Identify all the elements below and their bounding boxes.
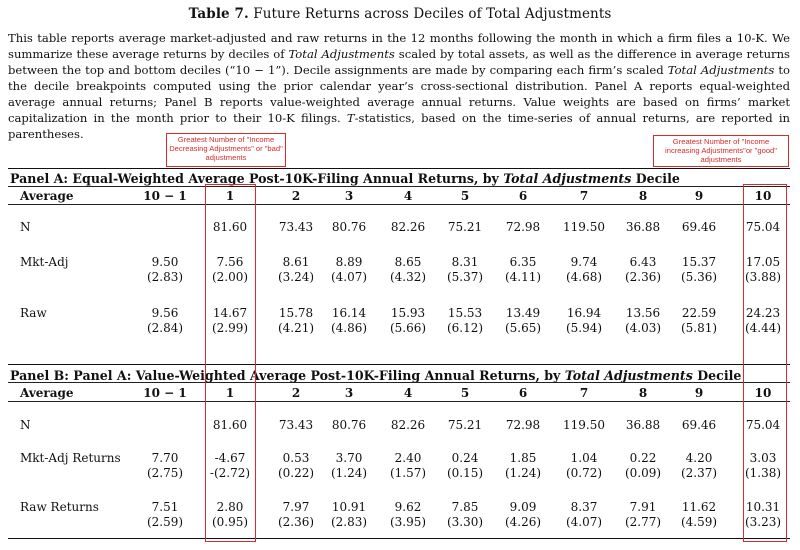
panel-title-text: Panel B: Panel A: Value-Weighted Average Post-10K-Filing Annual Returns, by: [10, 368, 565, 383]
table-cell: 7.70: [151, 451, 179, 465]
table-label: Table 7.: [188, 6, 249, 22]
table-cell: 0.22: [629, 451, 657, 465]
tstat-cell: (2.00): [211, 270, 249, 284]
caption-part: to the decile breakpoints computed using the prior calendar year’s cross-sectional distribution. Panel A reports equal-weighted average annual returns; Panel B reports value-weighted average annual returns. Value weights are based on firms’ market capitalization in the month prior to their 10-K filings.: [8, 63, 790, 125]
panel-title-text: Decile: [631, 171, 680, 186]
caption-part: scaled by total assets, as well as the difference in average returns between the top and bottom deciles (“10 − 1”). Decile assignments are made by comparing each firm’s scaled: [8, 47, 790, 77]
table-cell: 4.20: [685, 451, 713, 465]
tstat-cell: (5.66): [389, 321, 427, 335]
tstat-cell: (0.09): [624, 466, 662, 480]
table-rule: [8, 401, 790, 402]
table-cell: 15.37: [681, 255, 717, 269]
column-header: 7: [579, 386, 589, 400]
column-header: 3: [344, 189, 354, 203]
table-cell: 72.98: [505, 220, 541, 234]
tstat-cell: (5.36): [680, 270, 718, 284]
tstat-cell: (3.24): [277, 270, 315, 284]
callout-bad-adjustments: Greatest Number of "Income Decreasing Adjustments" or "bad" adjustments: [166, 133, 286, 167]
tstat-cell: (2.59): [146, 515, 184, 529]
highlight-decile-1: [205, 184, 256, 542]
tstat-cell: (3.95): [389, 515, 427, 529]
tstat-cell: (1.57): [389, 466, 427, 480]
column-header: 7: [579, 189, 589, 203]
table-cell: 15.78: [278, 306, 314, 320]
table-cell: 119.50: [563, 418, 605, 432]
column-header: 8: [638, 386, 648, 400]
table-cell: 13.56: [625, 306, 661, 320]
row-label: Mkt-Adj: [20, 255, 69, 269]
table-cell: 8.61: [282, 255, 310, 269]
tstat-cell: (4.32): [389, 270, 427, 284]
column-header: 6: [518, 386, 528, 400]
table-cell: 0.24: [451, 451, 479, 465]
table-cell: 73.43: [278, 418, 314, 432]
tstat-cell: (5.65): [504, 321, 542, 335]
table-cell: 3.70: [335, 451, 363, 465]
table-title-text: Future Returns across Deciles of Total Adjustments: [253, 6, 612, 22]
column-header: 5: [460, 386, 470, 400]
column-header: 10: [754, 189, 772, 203]
tstat-cell: (2.83): [330, 515, 368, 529]
table-cell: 81.60: [212, 220, 248, 234]
tstat-cell: (2.99): [211, 321, 249, 335]
table-cell: 8.31: [451, 255, 479, 269]
tstat-cell: (4.59): [680, 515, 718, 529]
tstat-cell: (1.24): [330, 466, 368, 480]
column-header: 6: [518, 189, 528, 203]
table-cell: 6.43: [629, 255, 657, 269]
row-label: Raw Returns: [20, 500, 99, 514]
table-cell: 8.65: [394, 255, 422, 269]
table-cell: 69.46: [681, 220, 717, 234]
column-header: 5: [460, 189, 470, 203]
column-header: 1: [225, 386, 235, 400]
table-cell: 8.89: [335, 255, 363, 269]
table-cell: 7.51: [151, 500, 179, 514]
table-cell: 2.40: [394, 451, 422, 465]
tstat-cell: (0.72): [565, 466, 603, 480]
table-caption: [8, 30, 790, 142]
table-rule: [8, 204, 790, 205]
callout-good-adjustments: Greatest Number of "Income increasing Adjustments"or "good" adjustments: [653, 135, 789, 167]
tstat-cell: (2.84): [146, 321, 184, 335]
table-cell: 36.88: [625, 220, 661, 234]
tstat-cell: (4.03): [624, 321, 662, 335]
table-cell: 75.04: [745, 220, 781, 234]
table-cell: 80.76: [331, 418, 367, 432]
tstat-cell: (2.36): [624, 270, 662, 284]
column-header: 9: [694, 189, 704, 203]
table-cell: 15.53: [447, 306, 483, 320]
table-cell: 82.26: [390, 220, 426, 234]
column-header: 4: [403, 386, 413, 400]
table-rule: [8, 382, 790, 383]
tstat-cell: (4.86): [330, 321, 368, 335]
column-header: 8: [638, 189, 648, 203]
table-cell: 9.62: [394, 500, 422, 514]
table-rule: [8, 186, 790, 187]
column-header: 2: [291, 386, 301, 400]
table-cell: 11.62: [681, 500, 717, 514]
tstat-cell: (0.95): [211, 515, 249, 529]
table-cell: 15.93: [390, 306, 426, 320]
table-cell: 7.56: [216, 255, 244, 269]
table-rule: [8, 168, 790, 169]
table-title: [0, 6, 800, 22]
tstat-cell: (5.81): [680, 321, 718, 335]
table-cell: 75.21: [447, 220, 483, 234]
tstat-cell: (3.30): [446, 515, 484, 529]
table-cell: 82.26: [390, 418, 426, 432]
table-cell: 1.04: [570, 451, 598, 465]
highlight-decile-10: [743, 184, 787, 542]
panel-title: [10, 171, 680, 186]
table-cell: 36.88: [625, 418, 661, 432]
table-cell: 7.85: [451, 500, 479, 514]
table-rule: [8, 538, 790, 539]
table-cell: 73.43: [278, 220, 314, 234]
panel-title-italic: Total Adjustments: [564, 368, 693, 383]
tstat-cell: (6.12): [446, 321, 484, 335]
column-header: 10 − 1: [143, 189, 187, 203]
column-header: 10 − 1: [143, 386, 187, 400]
tstat-cell: (2.75): [146, 466, 184, 480]
table-cell: 72.98: [505, 418, 541, 432]
table-cell: 7.91: [629, 500, 657, 514]
table-cell: 10.91: [331, 500, 367, 514]
table-cell: 75.04: [745, 418, 781, 432]
table-cell: 80.76: [331, 220, 367, 234]
tstat-cell: (1.38): [744, 466, 782, 480]
row-label: Mkt-Adj Returns: [20, 451, 121, 465]
caption-part: -statistics, based on the time-series of annual returns, are reported in parentheses.: [8, 111, 790, 141]
tstat-cell: (4.26): [504, 515, 542, 529]
column-header-average: Average: [20, 189, 74, 203]
row-label: N: [20, 418, 31, 432]
tstat-cell: (5.94): [565, 321, 603, 335]
table-cell: 9.56: [151, 306, 179, 320]
table-cell: 3.03: [749, 451, 777, 465]
column-header: 3: [344, 386, 354, 400]
column-header-average: Average: [20, 386, 74, 400]
table-cell: 10.31: [745, 500, 781, 514]
caption-part: This table reports average market-adjusted and raw returns in the 12 months following the month in which a firm files a 10-K. We summarize these average returns by deciles of: [8, 31, 790, 61]
table-cell: 8.37: [570, 500, 598, 514]
panel-title-text: Panel A: Equal-Weighted Average Post-10K-Filing Annual Returns, by: [10, 171, 504, 186]
tstat-cell: (4.07): [330, 270, 368, 284]
table-cell: 13.49: [505, 306, 541, 320]
table-cell: 9.74: [570, 255, 598, 269]
tstat-cell: (0.15): [446, 466, 484, 480]
table-cell: 9.50: [151, 255, 179, 269]
column-header: 2: [291, 189, 301, 203]
panel-title: [10, 368, 741, 383]
tstat-cell: (4.68): [565, 270, 603, 284]
tstat-cell: -(2.72): [209, 466, 251, 480]
tstat-cell: (4.21): [277, 321, 315, 335]
caption-italic: Total Adjustments: [288, 47, 395, 61]
table-cell: 16.14: [331, 306, 367, 320]
table-cell: 6.35: [509, 255, 537, 269]
column-header: 10: [754, 386, 772, 400]
table-cell: 75.21: [447, 418, 483, 432]
table-cell: 81.60: [212, 418, 248, 432]
tstat-cell: (0.22): [277, 466, 315, 480]
caption-italic: Total Adjustments: [667, 63, 775, 77]
tstat-cell: (2.83): [146, 270, 184, 284]
caption-italic: T: [346, 111, 355, 125]
tstat-cell: (2.37): [680, 466, 718, 480]
table-cell: 2.80: [216, 500, 244, 514]
row-label: Raw: [20, 306, 47, 320]
table-cell: 16.94: [566, 306, 602, 320]
tstat-cell: (5.37): [446, 270, 484, 284]
tstat-cell: (3.88): [744, 270, 782, 284]
tstat-cell: (1.24): [504, 466, 542, 480]
table-cell: 14.67: [212, 306, 248, 320]
tstat-cell: (2.77): [624, 515, 662, 529]
table-rule: [8, 364, 790, 365]
table-cell: 9.09: [509, 500, 537, 514]
table-cell: 7.97: [282, 500, 310, 514]
tstat-cell: (4.11): [504, 270, 542, 284]
table-cell: 1.85: [509, 451, 537, 465]
column-header: 9: [694, 386, 704, 400]
column-header: 1: [225, 189, 235, 203]
table-cell: 17.05: [745, 255, 781, 269]
row-label: N: [20, 220, 31, 234]
panel-title-text: Decile: [692, 368, 742, 383]
table-cell: 69.46: [681, 418, 717, 432]
table-cell: 22.59: [681, 306, 717, 320]
table-cell: 0.53: [282, 451, 310, 465]
tstat-cell: (2.36): [277, 515, 315, 529]
table-cell: -4.67: [214, 451, 246, 465]
column-header: 4: [403, 189, 413, 203]
tstat-cell: (4.44): [744, 321, 782, 335]
table-cell: 24.23: [745, 306, 781, 320]
table-cell: 119.50: [563, 220, 605, 234]
panel-title-italic: Total Adjustments: [503, 171, 632, 186]
tstat-cell: (3.23): [744, 515, 782, 529]
tstat-cell: (4.07): [565, 515, 603, 529]
